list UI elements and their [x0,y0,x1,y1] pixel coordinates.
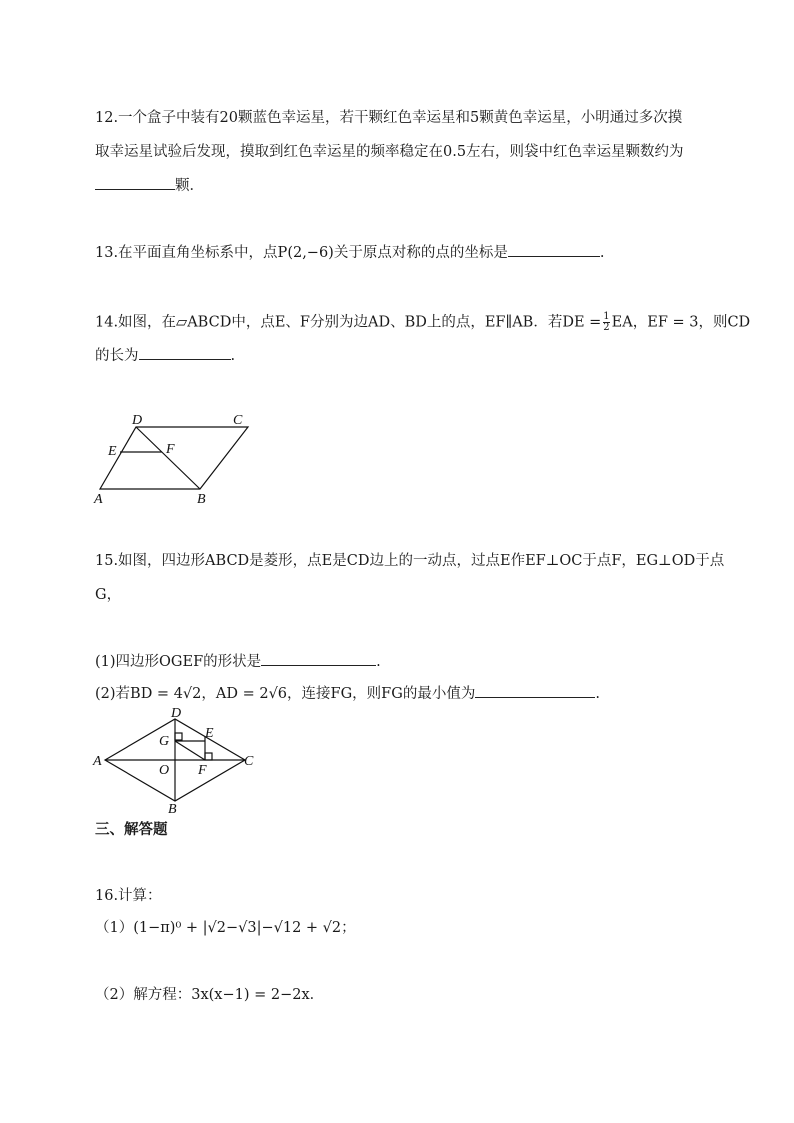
section-heading: 三、解答题 [95,821,168,838]
parallelogram-abcd [100,427,248,489]
label-e: E [108,444,117,459]
q12-line-1: 12.一个盒子中装有20颗蓝色幸运星，若干颗红色幸运星和5颗黄色幸运星，小明通过多次摸 [95,110,683,126]
q12-tail: 颗． [175,178,204,194]
right-angle-mark [205,753,212,760]
q15-sub-2-tail: . [595,686,600,702]
q13-tail: . [599,245,605,261]
q14-line-2 [95,345,235,366]
q14-line-1 [95,312,750,333]
answer-blank[interactable] [139,345,231,360]
segment-fg [175,741,205,760]
q15-sub-1-text: (1)四边形OGEF的形状是 [95,654,262,670]
q16-title: 16.计算： [95,888,162,904]
answer-blank[interactable] [475,683,595,698]
q15-rhombus-figure [90,705,265,815]
label-b: B [197,492,206,505]
answer-blank[interactable] [508,242,600,257]
right-angle-mark [175,733,182,740]
q14-part-1: 14.如图，在▱ABCD中，点E、F分别为边AD、BD上的点，EF∥AB．若DE = [95,314,602,331]
label-f: F [166,442,175,457]
q12-line-3 [95,175,204,196]
q13-line [95,242,604,263]
label-c: C [244,754,254,769]
label-a: A [93,754,102,769]
fraction-one-half [603,312,609,333]
q15-line-2: G， [95,587,122,603]
q13-text: 13.在平面直角坐标系中，点P(2,−6)关于原点对称的点的坐标是 [95,245,508,261]
fraction-numerator: 1 [603,311,610,322]
label-e: E [205,726,214,741]
label-d: D [171,706,182,721]
q14-line-2-text: 的长为 [95,348,139,364]
answer-blank[interactable] [261,651,376,666]
label-a: A [94,492,103,505]
label-g: G [159,734,170,749]
q15-sub-1 [95,651,381,672]
q15-sub-1-tail: . [376,654,381,670]
label-d: D [132,413,143,428]
label-o: O [159,763,170,778]
q14-tail: . [230,348,236,364]
q15-line-1: 15.如图，四边形ABCD是菱形，点E是CD边上的一动点，过点E作EF⊥OC于点F，EG⊥OD于点 [95,553,725,569]
q16-part-2: （2）解方程：3x(x−1) = 2−2x． [95,987,325,1003]
q14-part-2: EA，EF = 3，则CD [611,314,751,331]
q15-sub-2 [95,683,600,704]
label-b: B [168,802,177,815]
q16-part-1: （1）(1−π)⁰ + |√2−√3|−√12 + √2； [95,920,356,936]
fraction-denominator: 2 [603,322,610,333]
label-c: C [233,413,243,428]
q15-sub-2-text: (2)若BD = 4√2，AD = 2√6，连接FG，则FG的最小值为 [95,686,476,702]
q14-parallelogram-figure [88,405,258,505]
answer-blank[interactable] [95,175,175,190]
diagonal-bd [136,427,200,489]
label-f: F [198,763,207,778]
q12-line-2: 取幸运星试验后发现，摸取到红色幸运星的频率稳定在0.5左右，则袋中红色幸运星颗数约为 [95,144,684,160]
